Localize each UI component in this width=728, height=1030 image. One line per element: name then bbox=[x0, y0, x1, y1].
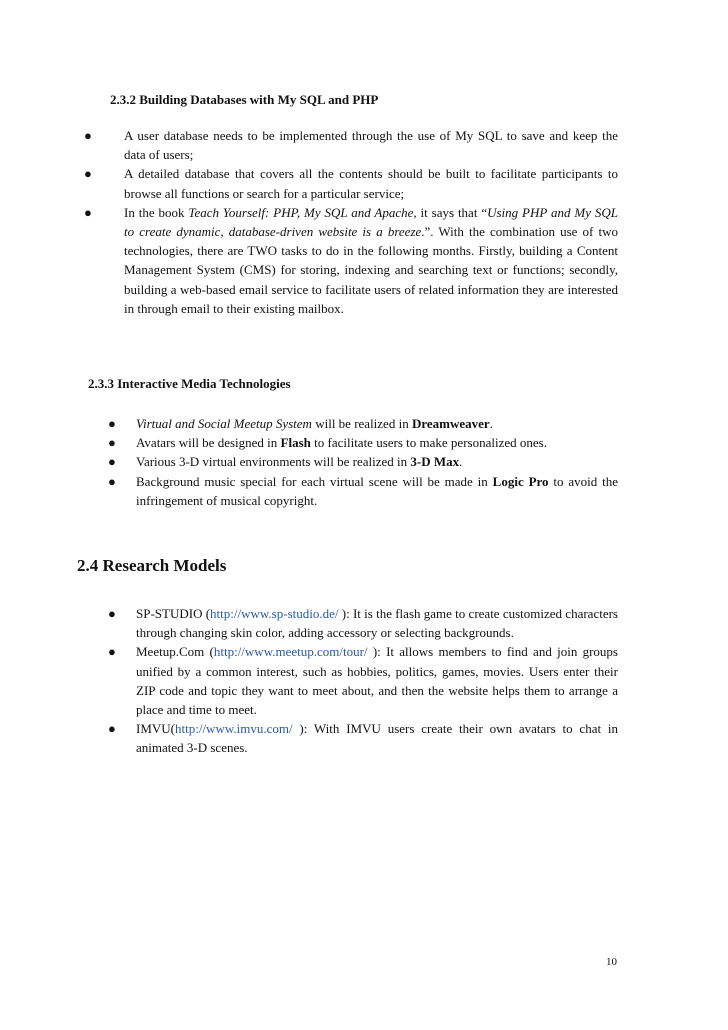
item-text-end: . bbox=[459, 454, 463, 470]
item-text: Various 3-D virtual environments will be realized in bbox=[136, 454, 411, 470]
meetup-link[interactable]: http://www.meetup.com/tour/ bbox=[213, 644, 368, 660]
list-item bbox=[108, 452, 618, 471]
research-models-bullet-list bbox=[108, 604, 618, 758]
item-text: will be realized in bbox=[311, 416, 412, 431]
model-name: Meetup.Com ( bbox=[136, 644, 214, 660]
list-item bbox=[108, 472, 618, 510]
bullet-icon: ● bbox=[108, 473, 116, 489]
item-text-mid: , it says that “ bbox=[413, 204, 488, 220]
imvu-link[interactable]: http://www.imvu.com/ bbox=[175, 721, 293, 737]
item-text: Background music special for each virtual scene will be made in bbox=[136, 473, 493, 489]
list-item bbox=[108, 719, 618, 757]
item-text: ): With IMVU users create their own avatars to chat in animated 3-D scenes. bbox=[136, 721, 618, 756]
tool-name: Logic Pro bbox=[492, 473, 549, 489]
bullet-icon: ● bbox=[108, 644, 116, 660]
bullet-icon: ● bbox=[108, 721, 116, 737]
item-text-end: to avoid the infringement of musical copyright. bbox=[136, 473, 618, 508]
model-name: IMVU( bbox=[136, 721, 175, 737]
list-item bbox=[108, 642, 618, 719]
list-item bbox=[84, 164, 618, 202]
media-tech-bullet-list bbox=[108, 414, 618, 510]
list-item bbox=[84, 126, 618, 164]
list-item bbox=[84, 203, 618, 318]
tool-name: Dreamweaver bbox=[411, 416, 490, 431]
item-text: ): It allows members to find and join groups unified by a common interest, such as hobbies, politics, games, movies. Users enter their ZIP code and topic they want to meet about, and then the website helps them to arrange a place and time to meet. bbox=[136, 644, 618, 718]
model-name: SP-STUDIO ( bbox=[136, 606, 211, 621]
item-text-pre: In the book bbox=[124, 204, 189, 220]
section-heading-2-3-2: 2.3.2 Building Databases with My SQL and PHP bbox=[110, 92, 379, 107]
bullet-icon: ● bbox=[84, 128, 92, 143]
section-heading-2-3-3: 2.3.3 Interactive Media Technologies bbox=[88, 376, 291, 391]
item-text-end: . bbox=[489, 416, 493, 431]
system-name: Virtual and Social Meetup System bbox=[136, 416, 312, 431]
sp-studio-link[interactable]: http://www.sp-studio.de/ bbox=[210, 606, 339, 621]
bullet-icon: ● bbox=[84, 204, 92, 220]
item-text: A detailed database that covers all the contents should be built to facilitate participants to browse all functions or search for a particular service; bbox=[124, 166, 618, 201]
item-text: A user database needs to be implemented through the use of My SQL to save and keep the data of users; bbox=[124, 128, 618, 163]
item-text-post: .”. With the combination use of two technologies, there are TWO tasks to do in the following months. Firstly, building a Content Management System (CMS) for storing, indexing and searching text or functions; secondly, building a web-based email service to facilitate users of related information they are interested in through email to their existing mailbox. bbox=[124, 224, 618, 316]
list-item bbox=[108, 604, 618, 642]
list-item bbox=[108, 414, 618, 433]
bullet-icon: ● bbox=[108, 416, 116, 431]
bullet-icon: ● bbox=[108, 606, 116, 621]
tool-name: Flash bbox=[280, 435, 311, 451]
page-number: 10 bbox=[606, 956, 617, 968]
book-title: Teach Yourself: PHP, My SQL and Apache bbox=[188, 204, 414, 220]
bullet-icon: ● bbox=[108, 435, 116, 451]
item-text: Avatars will be designed in bbox=[136, 435, 281, 451]
tool-name: 3-D Max bbox=[410, 454, 460, 470]
bullet-icon: ● bbox=[84, 166, 92, 182]
item-text-end: to facilitate users to make personalized ones. bbox=[310, 435, 547, 451]
bullet-icon: ● bbox=[108, 454, 116, 470]
item-text: ): It is the flash game to create customized characters through changing skin color, adding accessory or selecting backgrounds. bbox=[136, 606, 618, 641]
section-heading-2-4: 2.4 Research Models bbox=[77, 556, 227, 575]
sql-php-bullet-list bbox=[84, 126, 618, 318]
list-item bbox=[108, 433, 618, 452]
book-quote: Using PHP and My SQL to create dynamic, database-driven website is a breeze bbox=[124, 204, 618, 240]
